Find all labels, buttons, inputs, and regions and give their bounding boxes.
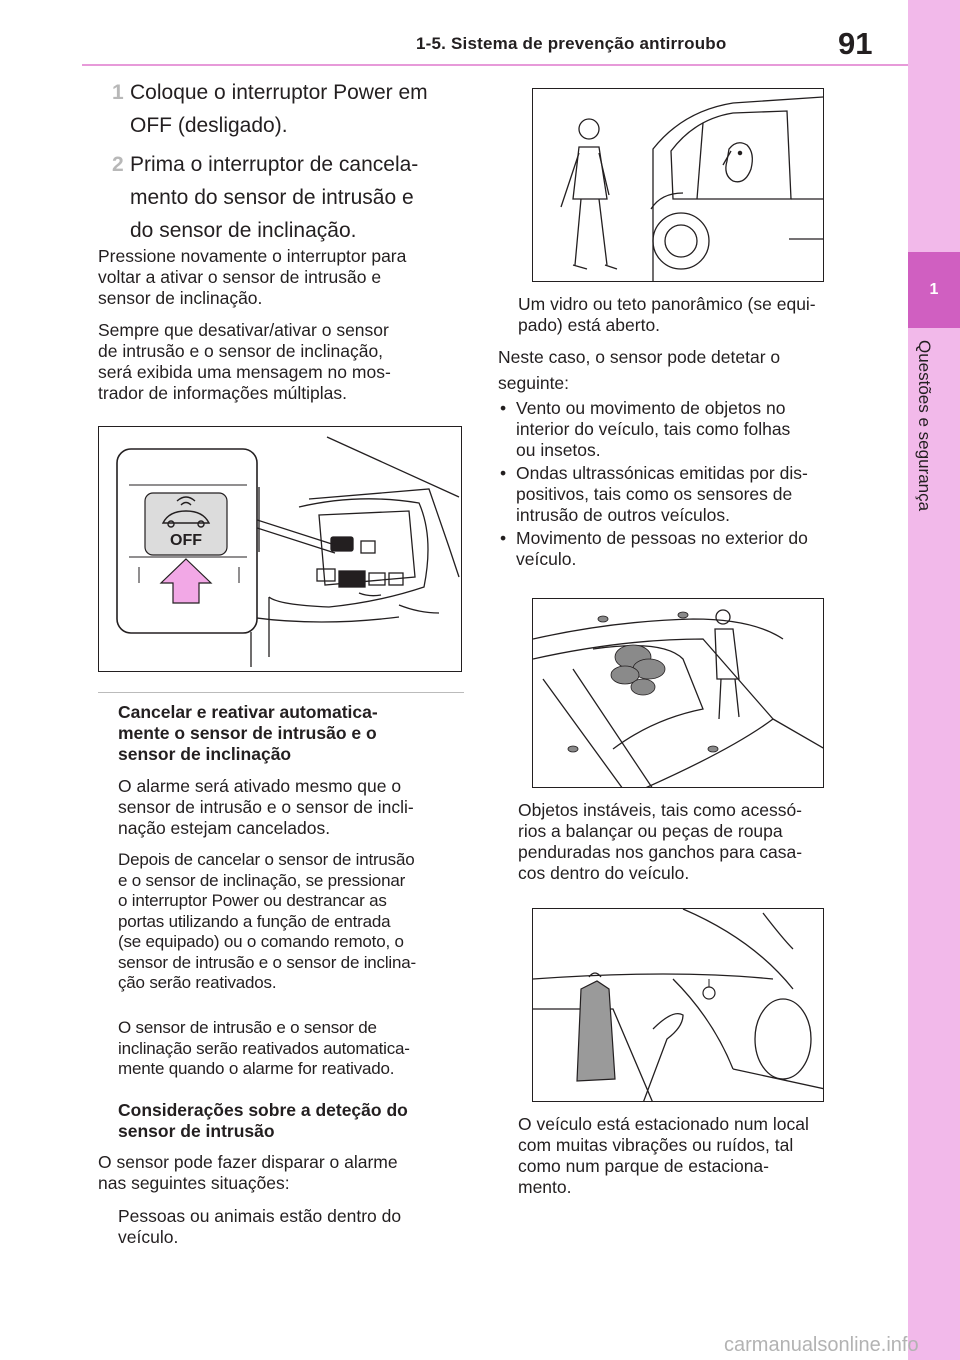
text-line: veículo.	[118, 1227, 179, 1247]
paragraph-reactivate	[98, 246, 406, 309]
text-line: Pessoas ou animais estão dentro do	[118, 1206, 402, 1226]
step-1	[112, 76, 428, 142]
text-line: nas seguintes situações:	[98, 1173, 290, 1193]
list-item	[498, 398, 808, 461]
cancel-paragraph-1	[118, 776, 414, 839]
cancel-paragraph-2	[118, 850, 416, 994]
text-line: cos dentro do veículo.	[518, 863, 690, 883]
text-line: Considerações sobre a deteção do	[118, 1100, 408, 1120]
step-number: 2	[112, 153, 124, 176]
text-line: • Movimento de pessoas no exterior do	[516, 528, 808, 548]
text-line: Pressione novamente o interruptor para	[98, 246, 407, 266]
text-line: rios a balançar ou peças de roupa	[518, 821, 783, 841]
text-line: O alarme será ativado mesmo que o	[118, 776, 402, 796]
step-text: Coloque o interruptor Power em	[130, 81, 428, 104]
air-freshener-icon	[703, 987, 715, 999]
side-tab-label: Questões e segurança	[915, 340, 934, 512]
text-line: trador de informações múltiplas.	[98, 383, 347, 403]
list-item	[498, 528, 808, 570]
caption-unstable-objects	[518, 800, 802, 884]
header-rule	[82, 64, 908, 66]
text-line: pado) está aberto.	[518, 315, 661, 335]
text-line: mente quando o alarme for reativado.	[118, 1059, 395, 1078]
text-line: positivos, tais como os sensores de	[516, 484, 793, 504]
figure-dog-in-car	[532, 88, 824, 282]
text-line: penduradas nos ganchos para casa-	[518, 842, 803, 862]
text-line: voltar a ativar o sensor de intrusão e	[98, 267, 382, 287]
text-line: Um vidro ou teto panorâmico (se equi-	[518, 294, 816, 314]
section-divider	[98, 692, 464, 693]
text-line: mento.	[518, 1177, 572, 1197]
text-line: ou insetos.	[516, 440, 601, 460]
text-line: Objetos instáveis, tais como acessó-	[518, 800, 803, 820]
side-tab-chapter[interactable]: 1	[908, 252, 960, 328]
cancel-paragraph-3	[118, 1018, 410, 1080]
caption-vibration	[518, 1114, 809, 1198]
list-item	[498, 463, 808, 526]
text-line: • Ondas ultrassónicas emitidas por dis-	[516, 463, 808, 483]
text-line: o interruptor Power ou destrancar as	[118, 891, 387, 910]
text-line: nação estejam cancelados.	[118, 818, 331, 838]
text-line: sensor de inclinação.	[98, 288, 263, 308]
overhead-console-illustration	[99, 427, 462, 672]
text-line: será exibida uma mensagem no mos-	[98, 362, 391, 382]
text-line: Cancelar e reativar automatica-	[118, 702, 378, 722]
figure-overhead-switch	[98, 426, 462, 672]
text-line: Neste caso, o sensor pode detetar o	[498, 347, 781, 367]
watermark[interactable]: carmanualsonline.info	[724, 1334, 919, 1356]
text-line: sensor de intrusão	[118, 1121, 275, 1141]
detection-bullet-list	[498, 398, 808, 570]
text-line: veículo.	[516, 549, 577, 569]
page-number: 91	[838, 26, 873, 61]
text-line: com muitas vibrações ou ruídos, tal	[518, 1135, 794, 1155]
sunroof-leaves-illustration	[533, 599, 824, 788]
text-line: como num parque de estaciona-	[518, 1156, 769, 1176]
right-intro	[498, 344, 780, 396]
step-text: Prima o interruptor de cancela-	[130, 153, 419, 176]
text-line: e o sensor de inclinação, se pressionar	[118, 870, 406, 890]
step-text: do sensor de inclinação.	[130, 219, 357, 242]
leaves-icon	[568, 612, 718, 752]
section-title: 1-5. Sistema de prevenção antirroubo	[416, 34, 727, 53]
step-text: mento do sensor de intrusão e	[130, 186, 414, 209]
text-line: O sensor pode fazer disparar o alarme	[98, 1152, 398, 1172]
text-line: sensor de intrusão e o sensor de incli-	[118, 797, 414, 817]
caption-open-window	[518, 294, 816, 336]
text-line: intrusão de outros veículos.	[516, 505, 731, 525]
text-line: portas utilizando a função de entrada	[118, 911, 391, 931]
detection-case-1	[118, 1206, 401, 1248]
paragraph-message	[98, 320, 391, 404]
text-line: (se equipado) ou o comando remoto, o	[118, 932, 404, 951]
text-line: interior do veículo, tais como folhas	[516, 419, 791, 439]
detection-heading	[118, 1100, 408, 1142]
text-line: seguinte:	[498, 373, 570, 393]
text-line: sensor de intrusão e o sensor de inclina-	[118, 952, 416, 972]
cancel-heading	[118, 702, 378, 765]
text-line: ção serão reativados.	[118, 973, 277, 992]
text-line: O veículo está estacionado num local	[518, 1114, 809, 1134]
figure-hanging-clothes	[532, 908, 824, 1102]
figure-leaves-sunroof	[532, 598, 824, 788]
step-text: OFF (desligado).	[130, 114, 288, 137]
step-2	[112, 148, 419, 247]
text-line: inclinação serão reativados automatica-	[118, 1038, 410, 1058]
jacket-icon	[577, 981, 615, 1081]
text-line: mente o sensor de intrusão e o	[118, 723, 377, 743]
text-line: • Vento ou movimento de objetos no	[516, 398, 786, 418]
side-tab-band	[908, 0, 960, 1360]
step-number: 1	[112, 81, 124, 104]
text-line: O sensor de intrusão e o sensor de	[118, 1018, 377, 1037]
dog-in-car-illustration	[533, 89, 824, 282]
detection-intro	[98, 1152, 398, 1194]
text-line: sensor de inclinação	[118, 744, 292, 764]
text-line: de intrusão e o sensor de inclinação,	[98, 341, 384, 361]
hanging-jacket-illustration	[533, 909, 824, 1102]
text-line: Sempre que desativar/ativar o sensor	[98, 320, 389, 340]
off-button-label: OFF	[170, 532, 202, 549]
text-line: Depois de cancelar o sensor de intrusão	[118, 850, 415, 869]
